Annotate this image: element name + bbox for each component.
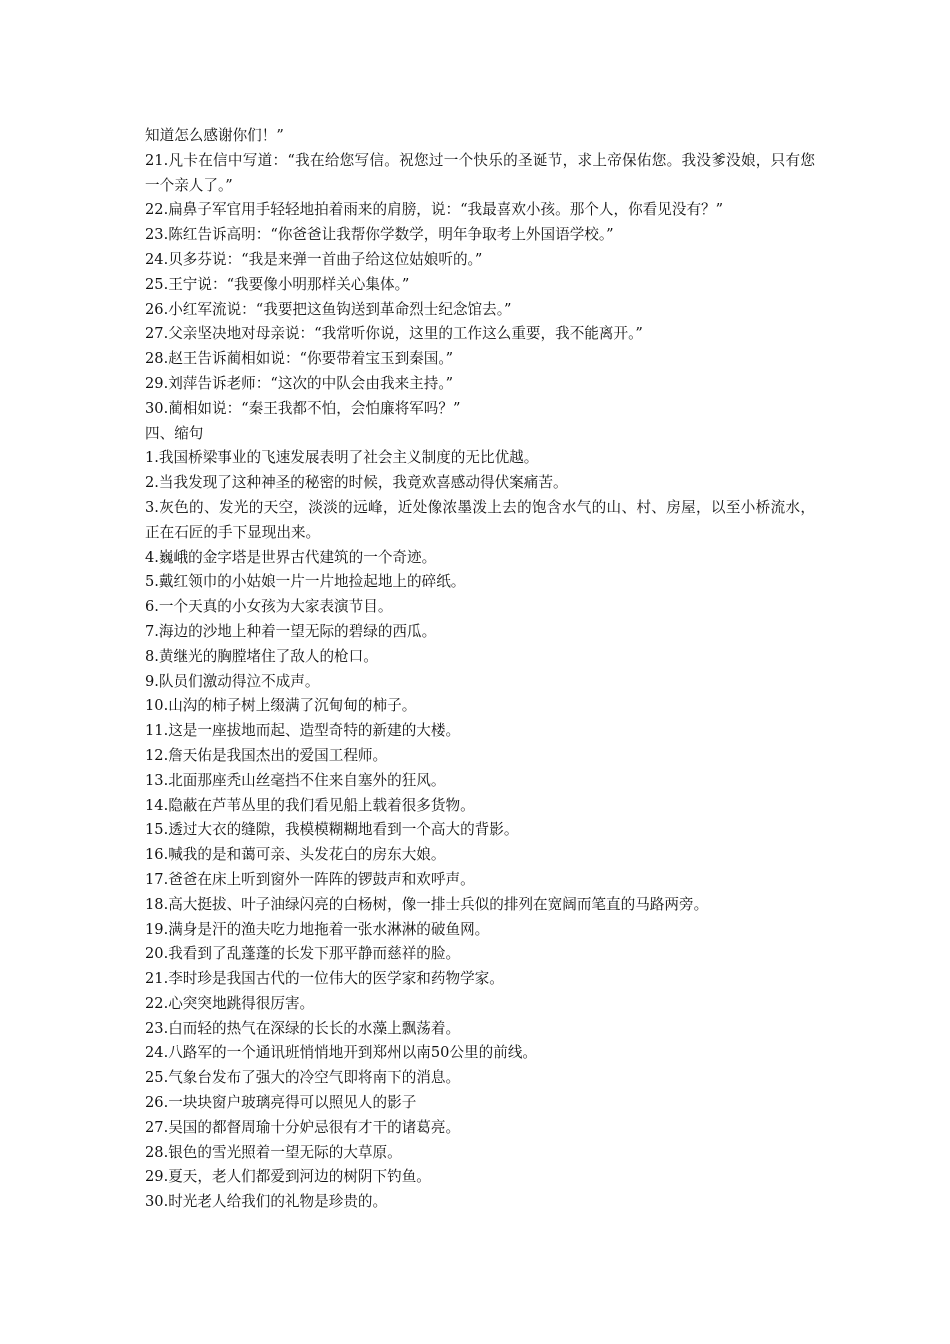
exercise-item: 28.银色的雪光照着一望无际的大草原。 [145, 1143, 402, 1161]
exercise-item: 3.灰色的、发光的天空，淡淡的远峰，近处像浓墨泼上去的饱含水气的山、村、房屋，以至小桥流水，正在石匠的手下显现出来。 [145, 498, 815, 541]
exercise-item: 2.当我发现了这种神圣的秘密的时候，我竟欢喜感动得伏案痛苦。 [145, 474, 568, 492]
direct-speech-exercise-list [145, 149, 815, 422]
exercise-item: 6.一个天真的小女孩为大家表演节目。 [145, 598, 393, 616]
exercise-item: 27.父亲坚决地对母亲说：“我常听你说，这里的工作这么重要，我不能离开。” [145, 325, 643, 343]
exercise-item: 18.高大挺拔、叶子油绿闪亮的白杨树，像一排士兵似的排列在宽阔而笔直的马路两旁。 [145, 895, 709, 913]
exercise-item: 5.戴红领巾的小姑娘一片一片地捡起地上的碎纸。 [145, 573, 466, 591]
exercise-item: 14.隐蔽在芦苇丛里的我们看见船上载着很多货物。 [145, 796, 475, 814]
document-page [145, 124, 815, 1215]
exercise-item: 30.时光老人给我们的礼物是珍贵的。 [145, 1193, 388, 1211]
exercise-item: 17.爸爸在床上听到窗外一阵阵的锣鼓声和欢呼声。 [145, 870, 475, 888]
exercise-item: 27.吴国的都督周瑜十分妒忌很有才干的诸葛亮。 [145, 1118, 461, 1136]
exercise-item: 10.山沟的柿子树上缀满了沉甸甸的柿子。 [145, 697, 417, 715]
exercise-item: 1.我国桥梁事业的飞速发展表明了社会主义制度的无比优越。 [145, 449, 539, 467]
exercise-item: 13.北面那座秃山丝毫挡不住来自塞外的狂风。 [145, 771, 446, 789]
exercise-item: 29.刘萍告诉老师：“这次的中队会由我来主持。” [145, 374, 454, 392]
exercise-item: 21.凡卡在信中写道：“我在给您写信。祝您过一个快乐的圣诞节，求上帝保佑您。我没爹没娘，只有您一个亲人了。” [145, 151, 815, 194]
exercise-item: 20.我看到了乱蓬蓬的长发下那平静而慈祥的脸。 [145, 945, 461, 963]
sentence-shortening-exercise-list [145, 446, 815, 1215]
exercise-item: 25.王宁说：“我要像小明那样关心集体。” [145, 275, 410, 293]
exercise-item: 22.扁鼻子军官用手轻轻地拍着雨来的肩膀，说：“我最喜欢小孩。那个人，你看见没有？” [145, 201, 724, 219]
exercise-item: 26.小红军流说：“我要把这鱼钩送到革命烈士纪念馆去。” [145, 300, 512, 318]
exercise-item: 22.心突突地跳得很厉害。 [145, 994, 315, 1012]
exercise-item: 8.黄继光的胸膛堵住了敌人的枪口。 [145, 647, 378, 665]
exercise-item: 24.八路军的一个通讯班悄悄地开到郑州以南50公里的前线。 [145, 1044, 538, 1062]
continued-text-fragment: 知道怎么感谢你们！” [145, 127, 284, 144]
exercise-item: 21.李时珍是我国古代的一位伟大的医学家和药物学家。 [145, 970, 504, 988]
exercise-item: 11.这是一座拔地而起、造型奇特的新建的大楼。 [145, 722, 461, 740]
exercise-item: 30.蔺相如说：“秦王我都不怕，会怕廉将军吗？” [145, 399, 461, 417]
section-heading: 四、缩句 [145, 424, 204, 442]
exercise-item: 23.陈红告诉高明：“你爸爸让我帮你学数学，明年争取考上外国语学校。” [145, 226, 614, 244]
exercise-item: 9.队员们激动得泣不成声。 [145, 672, 320, 690]
exercise-item: 12.詹天佑是我国杰出的爱国工程师。 [145, 746, 388, 764]
exercise-item: 19.满身是汗的渔夫吃力地拖着一张水淋淋的破鱼网。 [145, 920, 490, 938]
exercise-item: 15.透过大衣的缝隙，我模模糊糊地看到一个高大的背影。 [145, 821, 519, 839]
exercise-item: 24.贝多芬说：“我是来弹一首曲子给这位姑娘听的。” [145, 250, 483, 268]
exercise-item: 16.喊我的是和蔼可亲、头发花白的房东大娘。 [145, 846, 446, 864]
exercise-item: 25.气象台发布了强大的冷空气即将南下的消息。 [145, 1069, 461, 1087]
exercise-item: 26.一块块窗户玻璃亮得可以照见人的影子 [145, 1094, 417, 1112]
exercise-item: 7.海边的沙地上种着一望无际的碧绿的西瓜。 [145, 622, 437, 640]
exercise-item: 23.白而轻的热气在深绿的长长的水藻上飘荡着。 [145, 1019, 461, 1037]
exercise-item: 4.巍峨的金字塔是世界古代建筑的一个奇迹。 [145, 548, 437, 566]
exercise-item: 29.夏天，老人们都爱到河边的树阴下钓鱼。 [145, 1168, 431, 1186]
exercise-item: 28.赵王告诉蔺相如说：“你要带着宝玉到秦国。” [145, 350, 454, 368]
